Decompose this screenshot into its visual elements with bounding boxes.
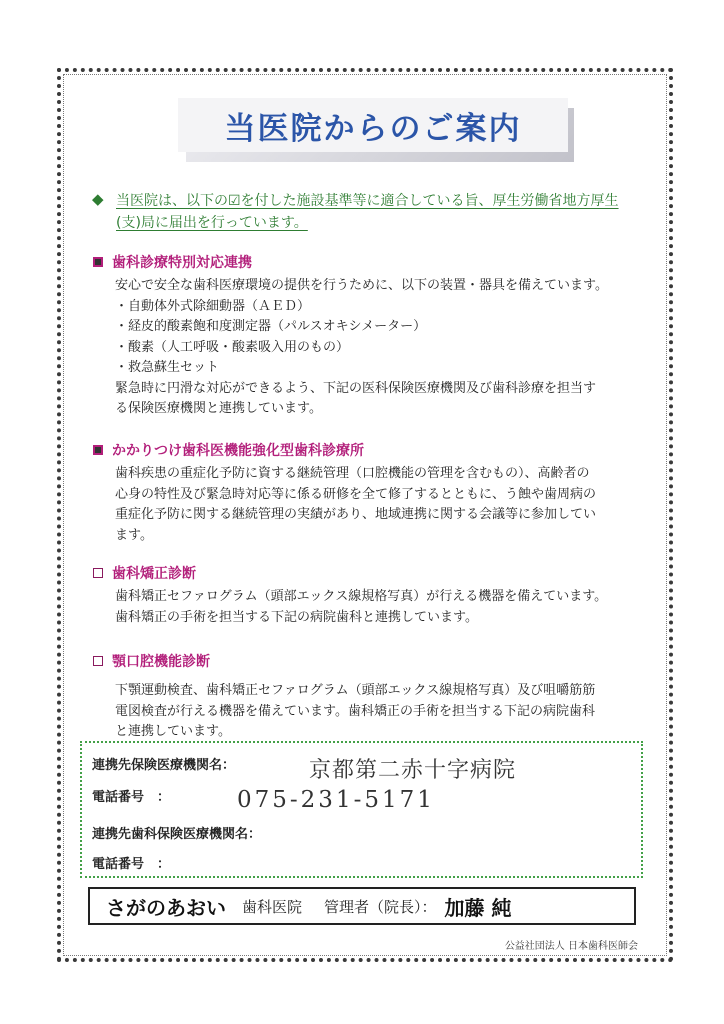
diamond-icon: ◆ <box>92 190 104 208</box>
checked-box-icon <box>93 445 103 455</box>
section-special-care <box>93 252 653 420</box>
clinic-suffix: 歯科医院 <box>242 897 303 916</box>
section-heading: 歯科診療特別対応連携 <box>112 255 252 271</box>
section-text: 歯科矯正セファログラム（頭部エックス線規格写真）が行える機器を備えています。 <box>115 589 608 604</box>
signature-bar <box>88 887 636 925</box>
page-title: 当医院からのご案内 <box>224 110 522 147</box>
phone-value: 075-231-5171 <box>237 787 435 813</box>
unchecked-box-icon <box>93 656 103 666</box>
checked-box-icon <box>93 257 103 267</box>
manager-label: 管理者（院長）： <box>324 897 437 916</box>
notice-line: 当医院は、以下の☑を付した施設基準等に適合している旨、厚生労働省地方厚生 <box>116 193 619 209</box>
insurance-value: 京都第二赤十字病院 <box>309 758 517 783</box>
section-text: る保険医療機関と連携しています。 <box>115 401 322 416</box>
section-text: 緊急時に円滑な対応ができるよう、下記の医科保険医療機関及び歯科診療を担当す <box>115 380 597 396</box>
section-heading: 顎口腔機能診断 <box>112 654 210 670</box>
unchecked-box-icon <box>93 568 103 578</box>
section-text: 心身の特性及び緊急時対応等に係る研修を全て修了するとともに、う蝕や歯周病の <box>115 486 597 502</box>
list-item: ・自動体外式除細動器（ＡＥＤ） <box>115 298 311 314</box>
section-text: ます。 <box>115 527 153 543</box>
contact-box <box>80 741 643 878</box>
section-kakaritsuke <box>93 440 653 546</box>
section-text: 歯科矯正の手術を担当する下記の病院歯科と連携しています。 <box>115 609 478 625</box>
section-jaw-function <box>93 651 653 743</box>
list-item: ・救急蘇生セット <box>115 360 220 375</box>
title-banner <box>178 98 578 164</box>
equipment-list <box>115 297 653 379</box>
insurance-label: 連携先保険医療機関名： <box>92 758 236 773</box>
clinic-name: さがのあおい <box>106 895 226 920</box>
phone-label: 電話番号 ： <box>92 790 171 805</box>
notice <box>92 190 648 234</box>
section-text: 電図検査が行える機器を備えています。歯科矯正の手術を担当する下記の病院歯科 <box>115 703 595 719</box>
footer: 公益社団法人 日本歯科医師会 <box>504 941 638 952</box>
notice-line: (支)局に届出を行っています。 <box>116 215 308 231</box>
section-heading: かかりつけ歯科医機能強化型歯科診療所 <box>112 443 364 459</box>
section-orthodontic <box>93 563 653 628</box>
section-text: 安心で安全な歯科医療環境の提供を行うために、以下の装置・器具を備えています。 <box>115 278 608 293</box>
section-heading: 歯科矯正診断 <box>112 566 196 582</box>
title-box <box>178 98 568 152</box>
list-item: ・経皮的酸素飽和度測定器（パルスオキシメーター） <box>115 319 427 334</box>
dental-insurance-label: 連携先歯科保険医療機関名： <box>92 827 262 842</box>
section-text: 歯科疾患の重症化予防に資する継続管理（口腔機能の管理を含むもの）、高齢者の <box>115 466 590 481</box>
phone2-label: 電話番号 ： <box>92 857 171 872</box>
manager-name: 加藤 純 <box>444 895 512 920</box>
section-text: と連携しています。 <box>115 724 231 739</box>
section-text: 下顎運動検査、歯科矯正セファログラム（頭部エックス線規格写真）及び咀嚼筋筋 <box>115 683 596 698</box>
list-item: ・酸素（人工呼吸・酸素吸入用のもの） <box>115 339 350 355</box>
section-text: 重症化予防に関する継続管理の実績があり、地域連携に関する会議等に参加してい <box>115 507 597 522</box>
